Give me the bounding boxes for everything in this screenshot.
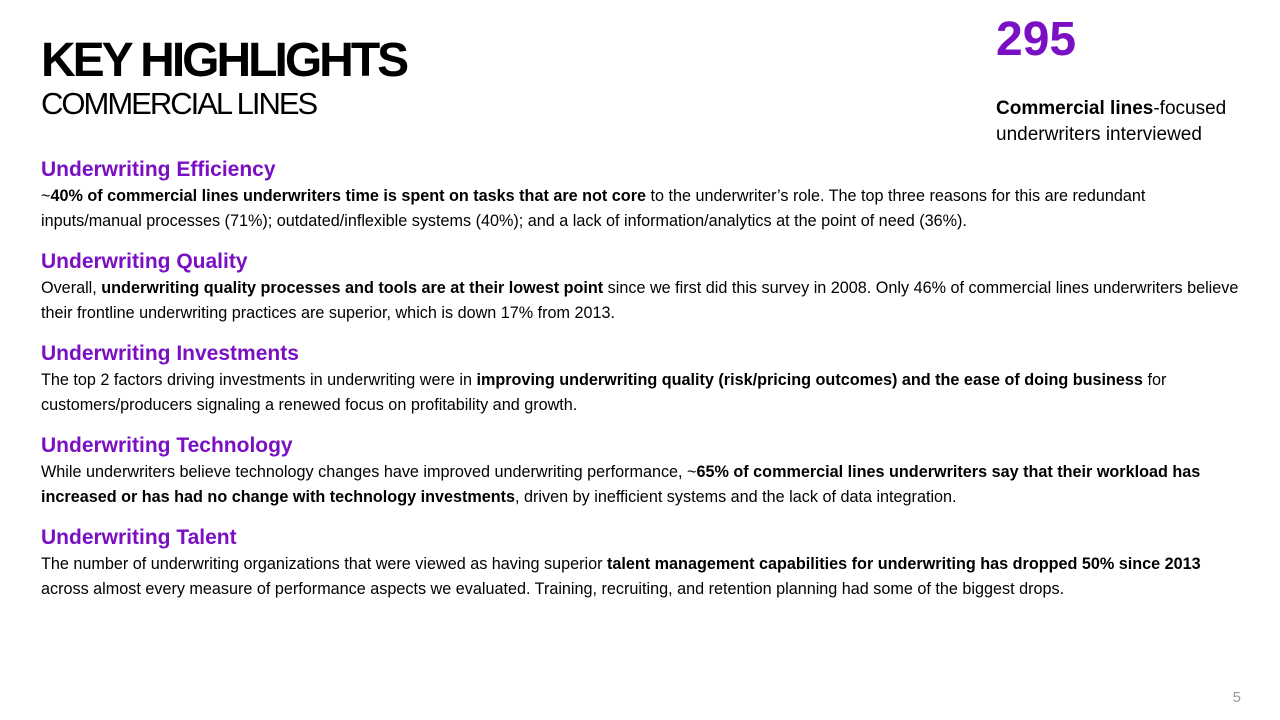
page-number: 5 [1232, 689, 1241, 706]
section-text: The top 2 factors driving investments in underwriting were in [41, 371, 477, 389]
section-text: for customers/producers signaling a renewed focus on profitability and growth. [41, 371, 1167, 414]
section-body [41, 184, 1241, 234]
section-body [41, 552, 1241, 602]
section-bold-text: 65% of commercial lines underwriters say that their workload has increased or has had no change with technology investments [41, 463, 1201, 506]
section-bold-text: improving underwriting quality (risk/pricing outcomes) and the ease of doing business [476, 371, 1143, 389]
section-heading: Underwriting Talent [41, 526, 237, 549]
highlights-list [41, 156, 1241, 616]
section-text: Overall, [41, 279, 102, 297]
section-text: since we first did this survey in 2008. Only 46% of commercial lines underwriters believe their frontline underwriting practices are superior, which is down 17% from 2013. [41, 279, 1239, 322]
section-body [41, 276, 1241, 326]
section-bold-text: underwriting quality processes and tools are at their lowest point [101, 279, 604, 297]
section-body [41, 460, 1241, 510]
section-heading: Underwriting Efficiency [41, 158, 276, 181]
stat-caption [996, 96, 1246, 148]
slide-subtitle: COMMERCIAL LINES [41, 86, 317, 121]
section-underwriting-talent [41, 524, 1241, 616]
stat-number: 295 [996, 13, 1077, 66]
section-underwriting-technology [41, 432, 1241, 524]
section-text: The number of underwriting organizations that were viewed as having superior [41, 555, 607, 573]
stat-caption-bold: Commercial lines [996, 98, 1154, 119]
section-text: ~ [41, 187, 51, 205]
section-underwriting-investments [41, 340, 1241, 432]
section-text: across almost every measure of performance aspects we evaluated. Training, recruiting, and retention planning had some of the biggest drops. [41, 580, 1065, 598]
stat-caption-rest: -focused underwriters interviewed [996, 98, 1227, 145]
section-heading: Underwriting Technology [41, 434, 293, 457]
section-heading: Underwriting Quality [41, 250, 248, 273]
section-underwriting-quality [41, 248, 1241, 340]
slide-title: KEY HIGHLIGHTS [41, 34, 407, 87]
section-body [41, 368, 1241, 418]
section-bold-text: talent management capabilities for underwriting has dropped 50% since 2013 [606, 555, 1201, 573]
section-heading: Underwriting Investments [41, 342, 299, 365]
section-text: , driven by inefficient systems and the lack of data integration. [515, 488, 957, 506]
section-bold-text: 40% of commercial lines underwriters time is spent on tasks that are not core [50, 187, 646, 205]
section-underwriting-efficiency [41, 156, 1241, 248]
section-text: While underwriters believe technology changes have improved underwriting performance, ~ [41, 463, 697, 481]
section-text: to the underwriter’s role. The top three reasons for this are redundant inputs/manual processes (71%); outdated/inflexible systems (40%); and a lack of information/analytics at the point of need (36%). [41, 187, 1146, 230]
